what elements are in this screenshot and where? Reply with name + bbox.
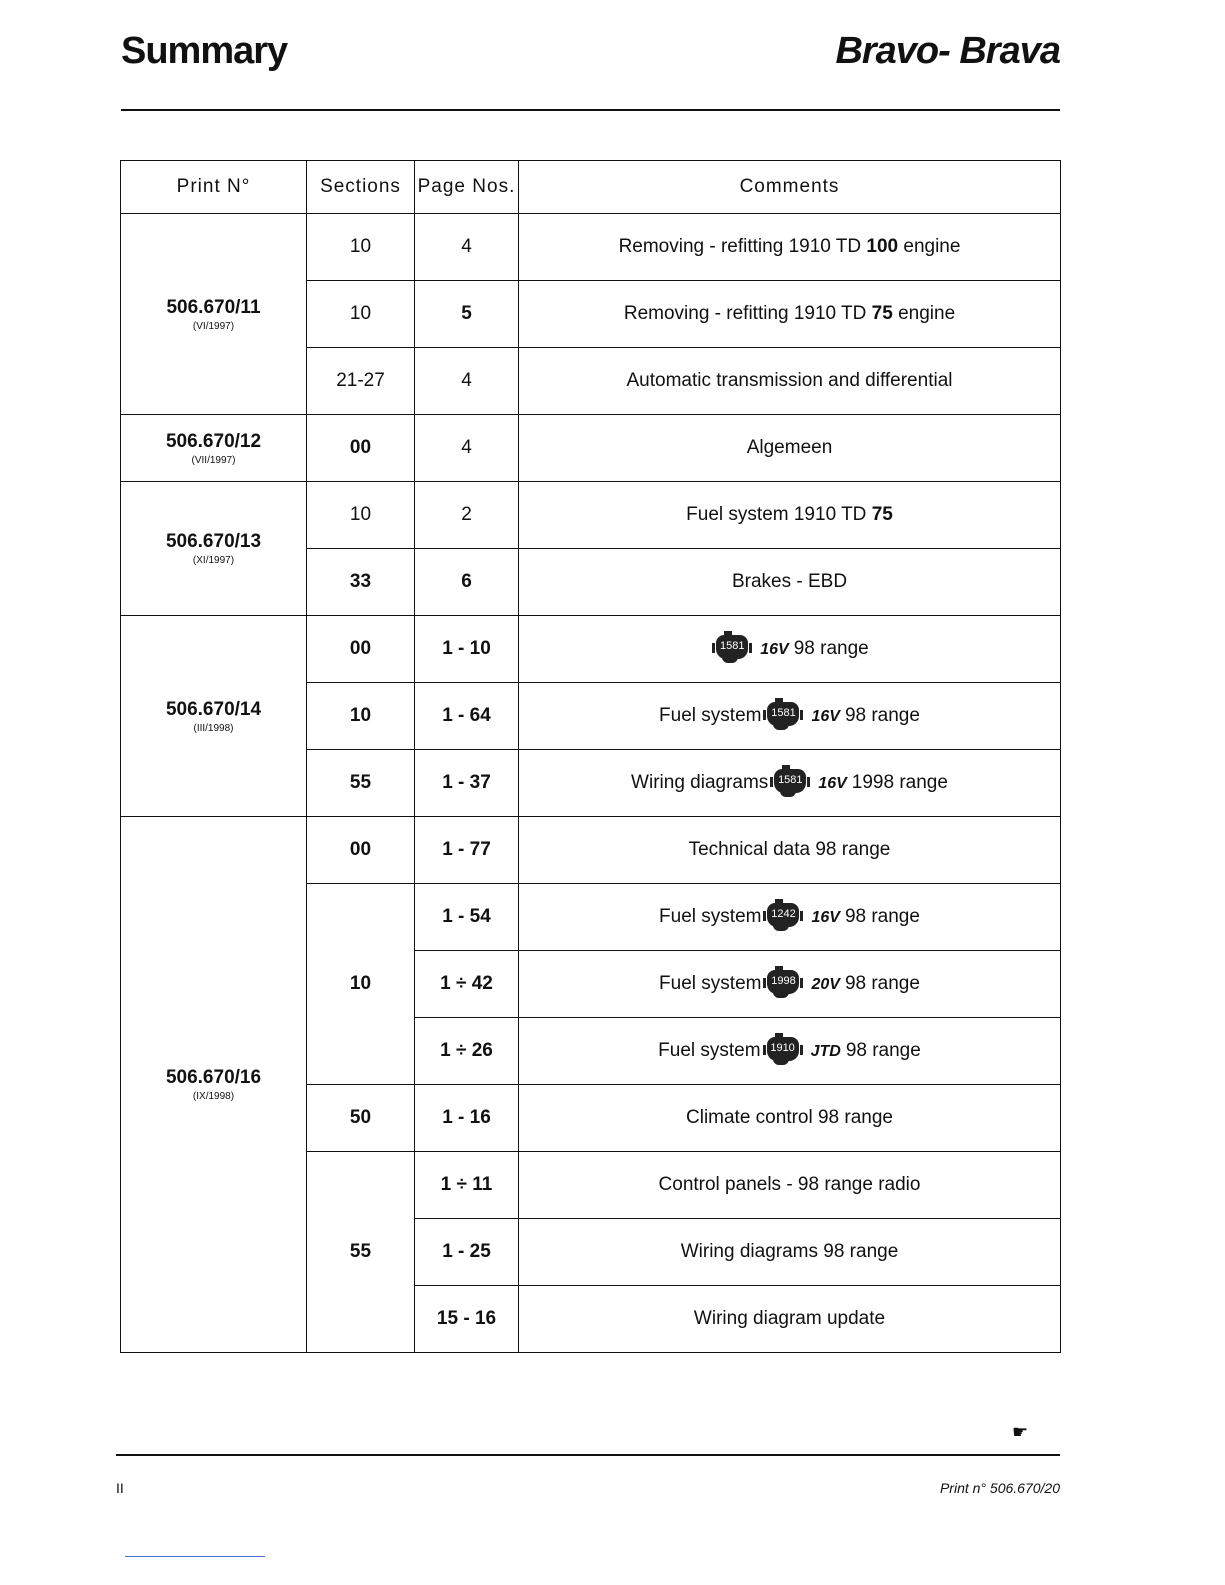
table-row (121, 817, 1061, 884)
table-row (121, 616, 1061, 683)
header-rule (121, 109, 1060, 111)
engine-icon: 1242 (763, 901, 803, 933)
print-number: 506.670/13 (XI/1997) (121, 482, 307, 616)
section-cell: 55 (307, 1152, 415, 1353)
pages-cell: 4 (415, 415, 519, 482)
engine-icon: 1998 (763, 968, 803, 1000)
pages-cell: 2 (415, 482, 519, 549)
comment-cell: Fuel system 1910 JTD 98 range (519, 1018, 1061, 1085)
page-title: Summary (121, 30, 288, 72)
pages-cell: 6 (415, 549, 519, 616)
header-comments: Comments (519, 161, 1061, 214)
pages-cell: 1 - 54 (415, 884, 519, 951)
section-cell: 10 (307, 482, 415, 549)
table-header-row (121, 161, 1061, 214)
engine-icon: 1581 (712, 633, 752, 665)
print-number: 506.670/14 (III/1998) (121, 616, 307, 817)
print-number: 506.670/16 (IX/1998) (121, 817, 307, 1353)
print-reference: Print n° 506.670/20 (939, 1480, 1060, 1496)
comment-cell: Automatic transmission and differential (519, 348, 1061, 415)
pages-cell: 1 ÷ 42 (415, 951, 519, 1018)
table-row (121, 214, 1061, 281)
pages-cell: 1 - 10 (415, 616, 519, 683)
pages-cell: 4 (415, 214, 519, 281)
header-page: Page Nos. (415, 161, 519, 214)
comment-cell: Wiring diagram update (519, 1286, 1061, 1353)
section-cell: 33 (307, 549, 415, 616)
pages-cell: 1 - 16 (415, 1085, 519, 1152)
pages-cell: 1 - 64 (415, 683, 519, 750)
section-cell: 10 (307, 683, 415, 750)
pages-cell: 1 ÷ 11 (415, 1152, 519, 1219)
table-row (121, 482, 1061, 549)
engine-icon: 1581 (763, 700, 803, 732)
pages-cell: 5 (415, 281, 519, 348)
comment-cell: Removing - refitting 1910 TD 75 engine (519, 281, 1061, 348)
comment-cell: Control panels - 98 range radio (519, 1152, 1061, 1219)
comment-cell: Wiring diagrams 1581 16V 1998 range (519, 750, 1061, 817)
pages-cell: 1 ÷ 26 (415, 1018, 519, 1085)
comment-cell: Technical data 98 range (519, 817, 1061, 884)
section-cell: 21-27 (307, 348, 415, 415)
section-cell: 10 (307, 884, 415, 1085)
comment-cell: Wiring diagrams 98 range (519, 1219, 1061, 1286)
comment-cell: Fuel system 1581 16V 98 range (519, 683, 1061, 750)
summary-table (120, 160, 1061, 1353)
model-title: Bravo- Brava (835, 30, 1060, 72)
pages-cell: 1 - 25 (415, 1219, 519, 1286)
pages-cell: 15 - 16 (415, 1286, 519, 1353)
link-underline (125, 1556, 265, 1557)
table-row (121, 415, 1061, 482)
section-cell: 10 (307, 214, 415, 281)
print-number: 506.670/11 (VI/1997) (121, 214, 307, 415)
footer-rule (116, 1454, 1060, 1456)
comment-cell: Climate control 98 range (519, 1085, 1061, 1152)
pointing-hand-icon: ☛ (1012, 1422, 1029, 1442)
header-print: Print N° (121, 161, 307, 214)
print-number: 506.670/12 (VII/1997) (121, 415, 307, 482)
comment-cell: Removing - refitting 1910 TD 100 engine (519, 214, 1061, 281)
section-cell: 55 (307, 750, 415, 817)
comment-cell: Fuel system 1998 20V 98 range (519, 951, 1061, 1018)
comment-cell: 1581 16V 98 range (519, 616, 1061, 683)
section-cell: 00 (307, 616, 415, 683)
comment-cell: Brakes - EBD (519, 549, 1061, 616)
header-sections: Sections (307, 161, 415, 214)
section-cell: 50 (307, 1085, 415, 1152)
pages-cell: 1 - 37 (415, 750, 519, 817)
section-cell: 00 (307, 817, 415, 884)
comment-cell: Fuel system 1910 TD 75 (519, 482, 1061, 549)
section-cell: 00 (307, 415, 415, 482)
engine-icon: 1910 (763, 1035, 803, 1067)
page-number: II (116, 1480, 124, 1496)
engine-icon: 1581 (770, 767, 810, 799)
pages-cell: 1 - 77 (415, 817, 519, 884)
comment-cell: Fuel system 1242 16V 98 range (519, 884, 1061, 951)
section-cell: 10 (307, 281, 415, 348)
comment-cell: Algemeen (519, 415, 1061, 482)
pages-cell: 4 (415, 348, 519, 415)
